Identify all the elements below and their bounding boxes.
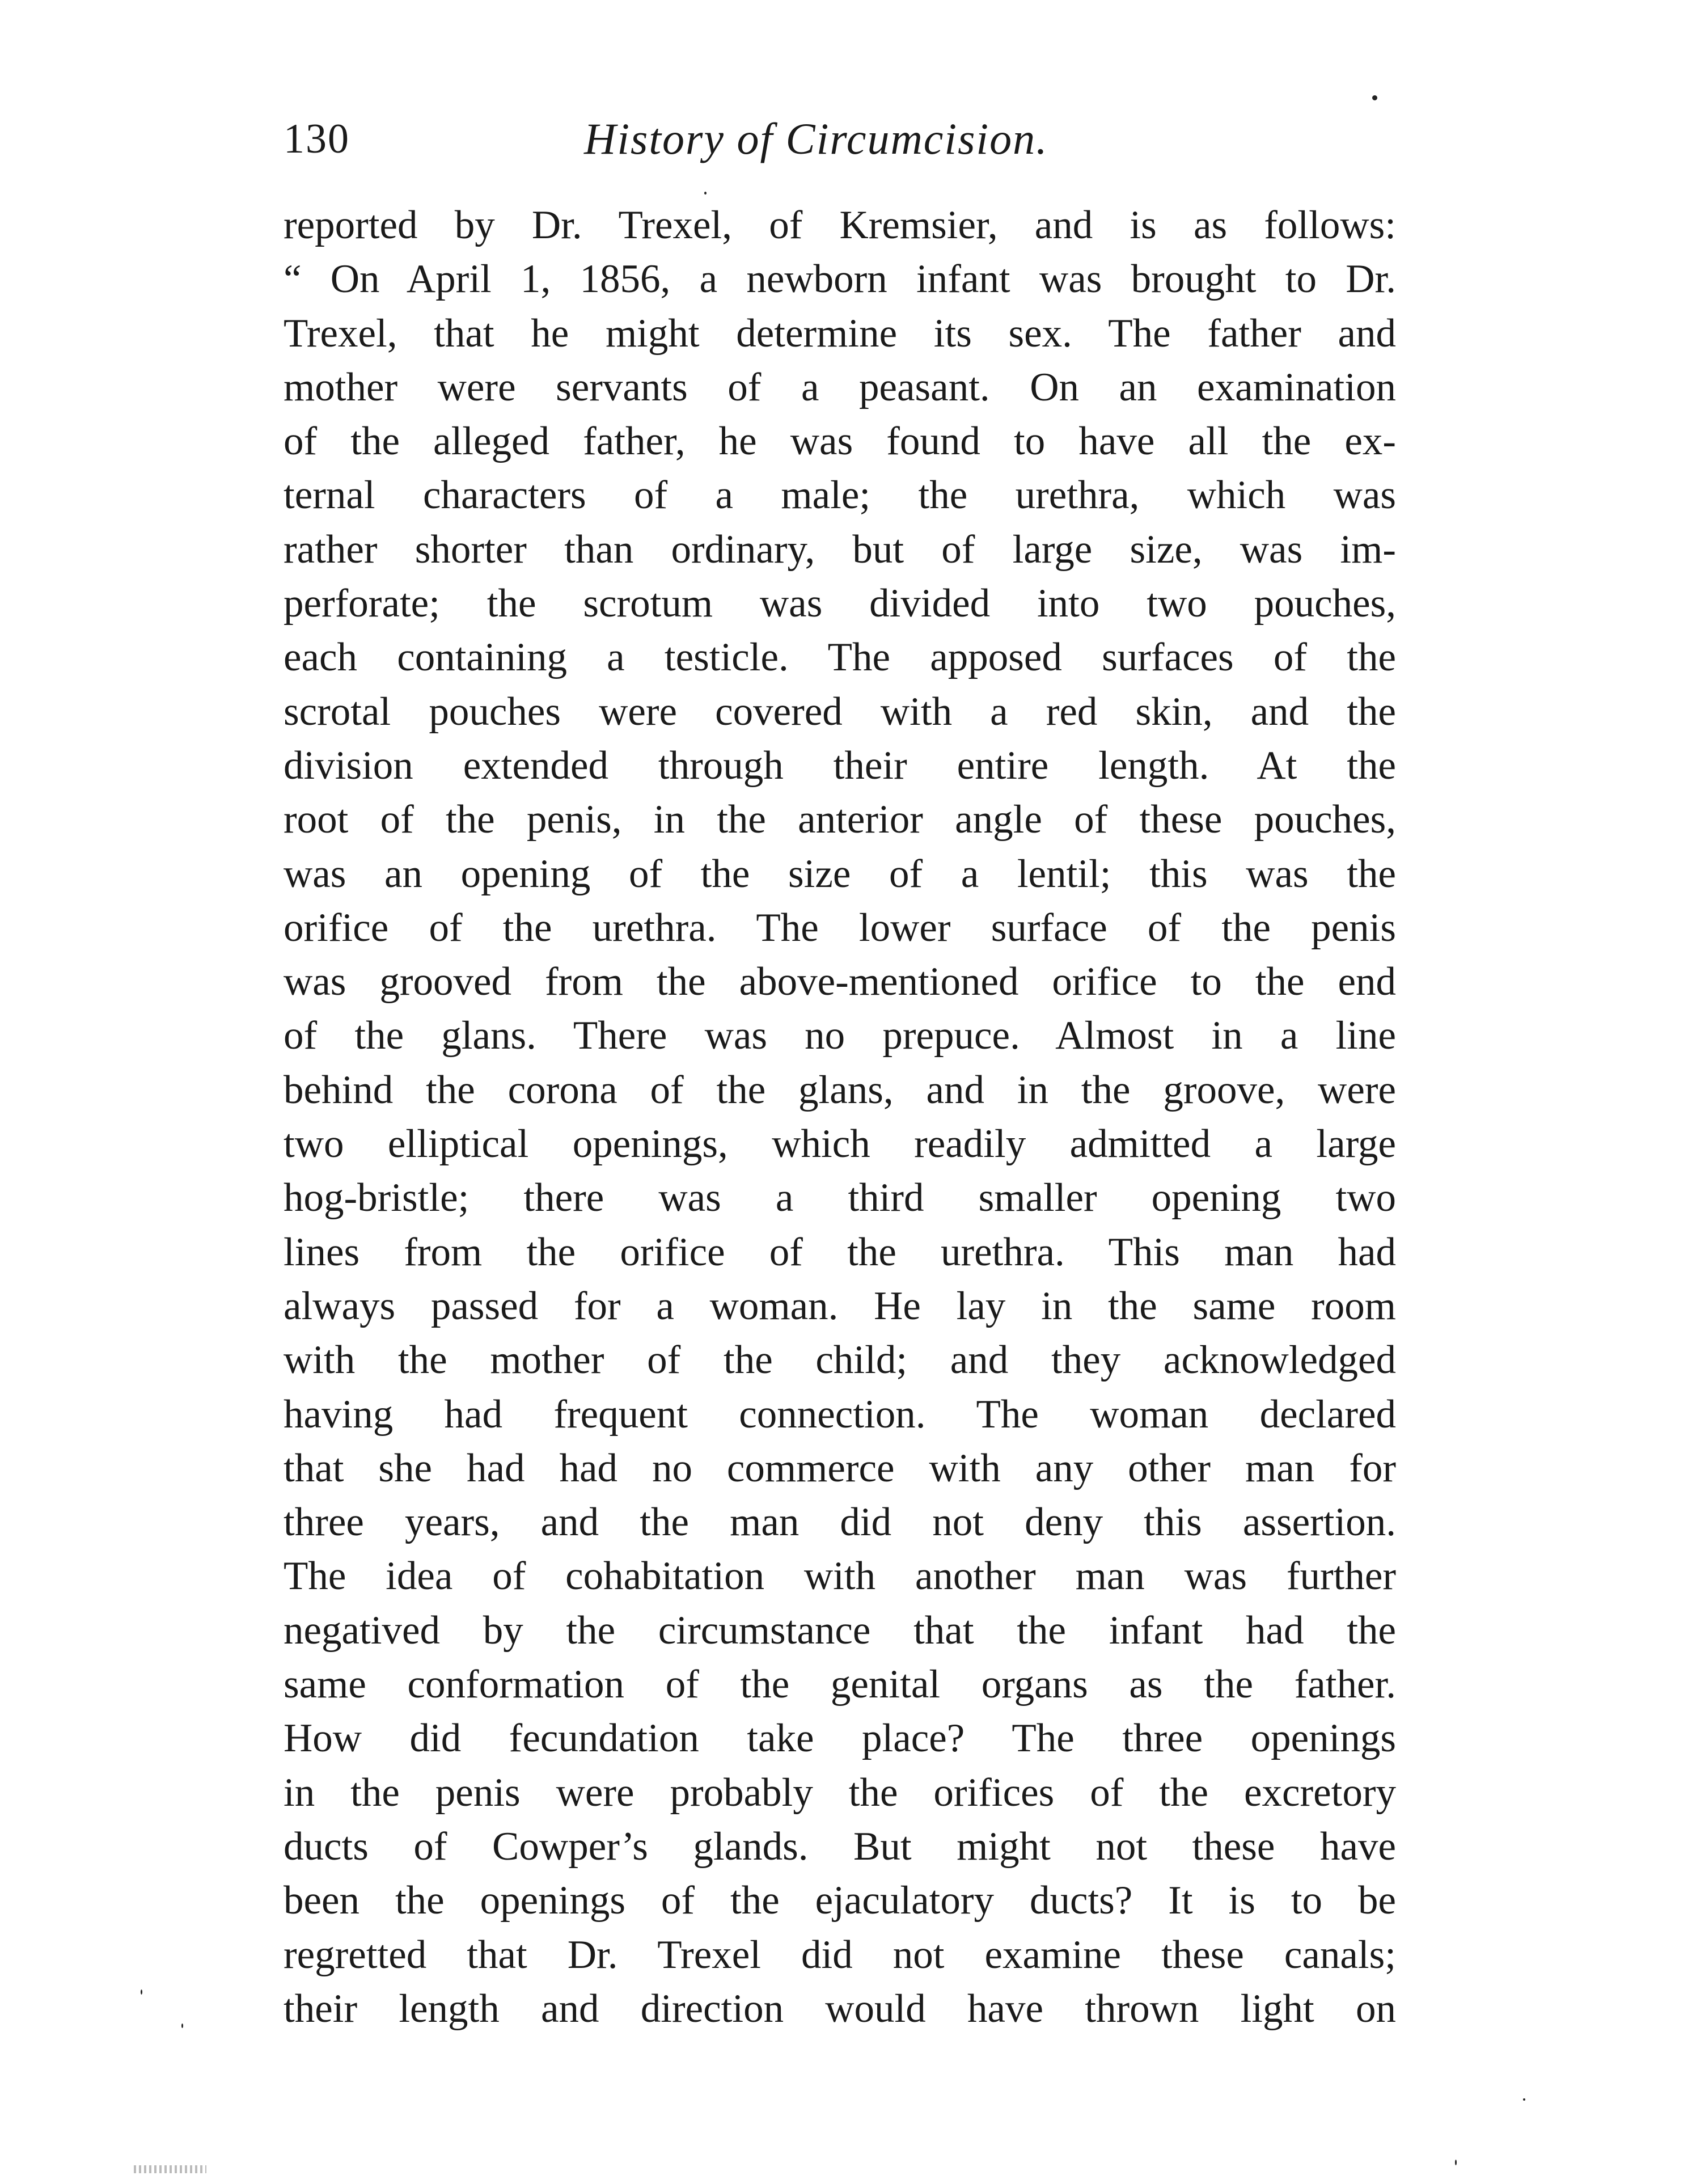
text-line: three years, and the man did not deny this assertion. [284, 1500, 1396, 1545]
text-line: always passed for a woman. He lay in the same room [284, 1283, 1396, 1328]
text-line: root of the penis, in the anterior angle of these pouches, [284, 797, 1396, 842]
ink-speck [1372, 95, 1377, 100]
text-line: of the glans. There was no prepuce. Almost in a line [284, 1013, 1396, 1058]
text-line: scrotal pouches were covered with a red skin, and the [284, 689, 1396, 734]
text-line: having had frequent connection. The woman declared [284, 1392, 1396, 1437]
text-line: was grooved from the above-mentioned orifice to the end [284, 960, 1396, 1004]
text-line: reported by Dr. Trexel, of Kremsier, and is as follows: [284, 203, 1396, 247]
text-line: lines from the orifice of the urethra. This man had [284, 1230, 1396, 1274]
text-line: same conformation of the genital organs as the father. [284, 1662, 1396, 1707]
text-line: mother were servants of a peasant. On an examination [284, 365, 1396, 409]
text-line: ternal characters of a male; the urethra, which was [284, 473, 1396, 518]
text-line: Trexel, that he might determine its sex. The father and [284, 311, 1396, 356]
text-line: in the penis were probably the orifices of the excretory [284, 1770, 1396, 1815]
text-line: been the openings of the ejaculatory ducts? It is to be [284, 1878, 1396, 1923]
ink-speck [704, 192, 707, 195]
body-text [284, 198, 1396, 2036]
running-title: History of Circumcision. [584, 114, 1048, 163]
text-line: was an opening of the size of a lentil; this was the [284, 851, 1396, 896]
text-line: behind the corona of the glans, and in the groove, were [284, 1067, 1396, 1112]
ink-speck [1455, 2160, 1457, 2165]
text-line: of the alleged father, he was found to have all the ex- [284, 419, 1396, 464]
scan-smudge [134, 2165, 206, 2173]
page-number: 130 [284, 116, 350, 162]
text-line: division extended through their entire length. At the [284, 743, 1396, 788]
text-line: with the mother of the child; and they acknowledged [284, 1338, 1396, 1383]
text-line: rather shorter than ordinary, but of large size, was im- [284, 527, 1396, 572]
text-line: ducts of Cowper’s glands. But might not these have [284, 1824, 1396, 1869]
ink-speck [1523, 2098, 1525, 2101]
text-line: regretted that Dr. Trexel did not examine these canals; [284, 1932, 1396, 1977]
text-line: orifice of the urethra. The lower surface of the penis [284, 905, 1396, 950]
text-line: each containing a testicle. The apposed surfaces of the [284, 635, 1396, 680]
text-line: negatived by the circumstance that the infant had the [284, 1608, 1396, 1653]
text-line: that she had had no commerce with any other man for [284, 1446, 1396, 1490]
text-line: “ On April 1, 1856, a newborn infant was brought to Dr. [284, 257, 1396, 302]
text-line: hog-bristle; there was a third smaller opening two [284, 1176, 1396, 1220]
text-line: How did fecundation take place? The three openings [284, 1716, 1396, 1761]
ink-speck [141, 1989, 142, 1995]
text-line: their length and direction would have thrown light on [284, 1986, 1396, 2031]
running-head [284, 108, 1395, 170]
text-line: The idea of cohabitation with another man was further [284, 1554, 1396, 1599]
ink-speck [181, 2024, 183, 2028]
text-line: two elliptical openings, which readily admitted a large [284, 1122, 1396, 1167]
text-line: perforate; the scrotum was divided into two pouches, [284, 581, 1396, 626]
